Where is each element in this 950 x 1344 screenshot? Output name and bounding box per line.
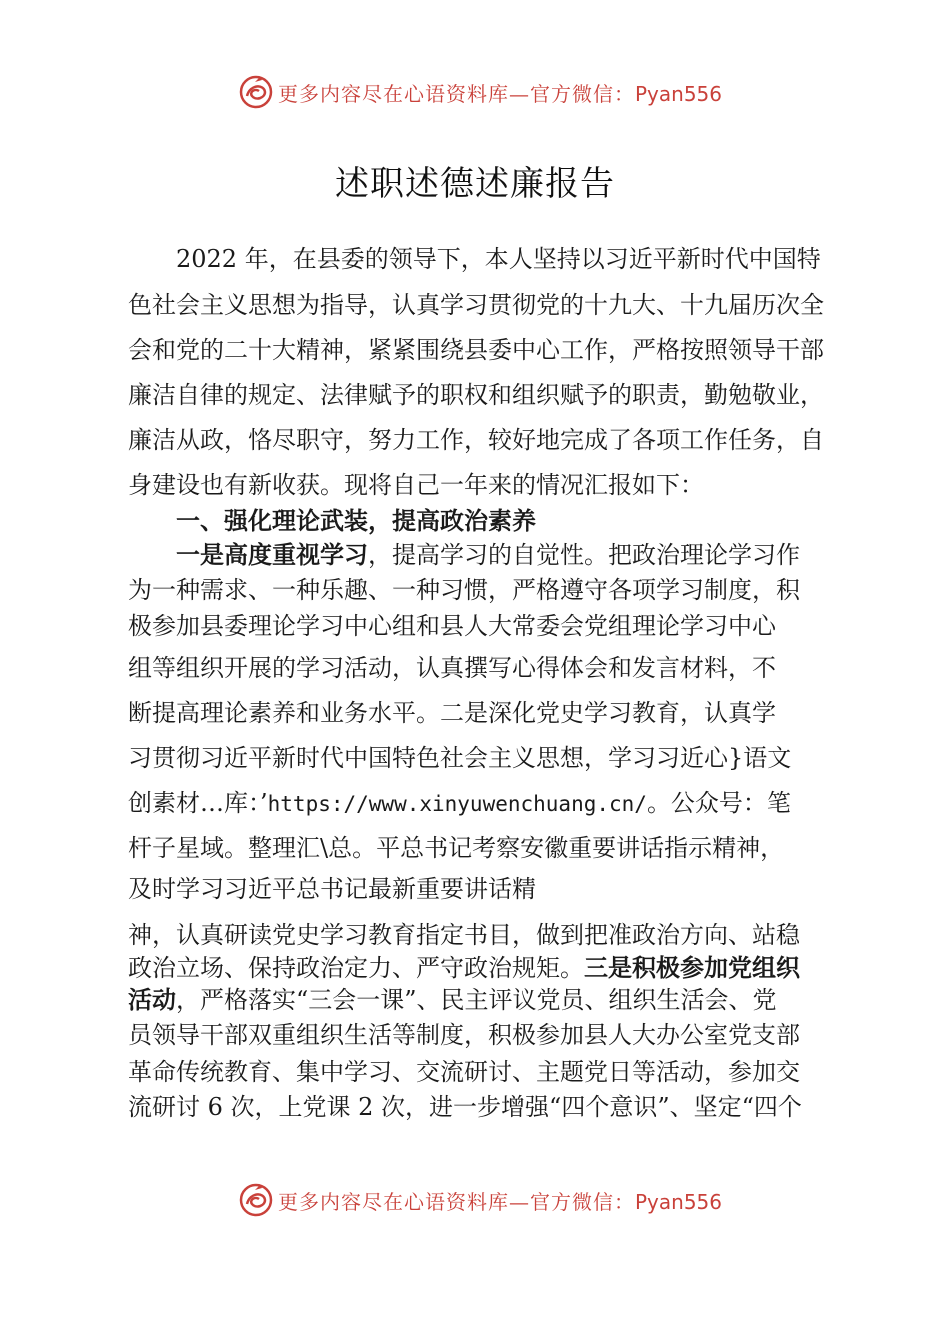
body-line: 神，认真研读党史学习教育指定书目，做到把准政治方向、站稳: [128, 921, 800, 949]
body-line: 极参加县委理论学习中心组和县人大常委会党组理论学习中心: [128, 612, 776, 640]
body-line: 活动，严格落实“三会一课”、民主评议党员、组织生活会、党: [128, 986, 777, 1014]
body-line: 断提高理论素养和业务水平。二是深化党史学习教育，认真学: [128, 699, 776, 727]
bold-phrase: 三是积极参加党组织: [584, 954, 800, 982]
body-line: 2022 年，在县委的领导下，本人坚持以习近平新时代中国特: [176, 245, 821, 273]
body-line: 创素材…库：’https://www.xinyuwenchuang.cn/。公众号：笔: [128, 789, 791, 817]
body-line: 及时学习习近平总书记最新重要讲话精: [128, 875, 536, 903]
bold-phrase: 一是高度重视学习: [176, 541, 368, 569]
body-line: 会和党的二十大精神，紧紧围绕县委中心工作，严格按照领导干部: [128, 336, 824, 364]
body-line: 流研讨 6 次，上党课 2 次，进一步增强“四个意识”、坚定“四个: [128, 1093, 802, 1121]
body-line: 政治立场、保持政治定力、严守政治规矩。三是积极参加党组织: [128, 954, 800, 982]
section-heading: 一、强化理论武装，提高政治素养: [176, 506, 536, 535]
body-line: 习贯彻习近平新时代中国特色社会主义思想，学习习近心}语文: [128, 744, 792, 772]
watermark-banner-top: [238, 72, 722, 112]
swirl-logo-icon: [238, 74, 274, 110]
body-line: 廉洁自律的规定、法律赋予的职权和组织赋予的职责，勤勉敬业，: [128, 381, 824, 409]
body-line: 一是高度重视学习，提高学习的自觉性。把政治理论学习作: [176, 541, 800, 569]
body-line: 员领导干部双重组织生活等制度，积极参加县人大办公室党支部: [128, 1021, 800, 1049]
body-line: 廉洁从政，恪尽职守，努力工作，较好地完成了各项工作任务，自: [128, 426, 824, 454]
body-line: 组等组织开展的学习活动，认真撰写心得体会和发言材料，不: [128, 654, 776, 682]
body-line: 杆子星域。整理汇\总。平总书记考察安徽重要讲话指示精神，: [128, 834, 785, 862]
body-line: 色社会主义思想为指导，认真学习贯彻党的十九大、十九届历次全: [128, 291, 824, 319]
wechat-id: Pyan556: [635, 81, 723, 106]
watermark-text: 更多内容尽在心语资料库—官方微信：Pyan556: [278, 81, 723, 106]
swirl-logo-icon: [238, 1182, 274, 1218]
bold-phrase: 活动: [128, 986, 176, 1014]
body-line: 身建设也有新收获。现将自己一年来的情况汇报如下：: [128, 471, 704, 499]
page-title: 述职述德述廉报告: [335, 164, 615, 204]
watermark-text: 更多内容尽在心语资料库—官方微信：Pyan556: [278, 1189, 723, 1214]
url-text: https://www.xinyuwenchuang.cn/: [267, 792, 647, 816]
wechat-id: Pyan556: [635, 1189, 723, 1214]
watermark-banner-bottom: [238, 1180, 722, 1220]
body-line: 革命传统教育、集中学习、交流研讨、主题党日等活动，参加交: [128, 1058, 800, 1086]
body-line: 为一种需求、一种乐趣、一种习惯，严格遵守各项学习制度，积: [128, 576, 800, 604]
